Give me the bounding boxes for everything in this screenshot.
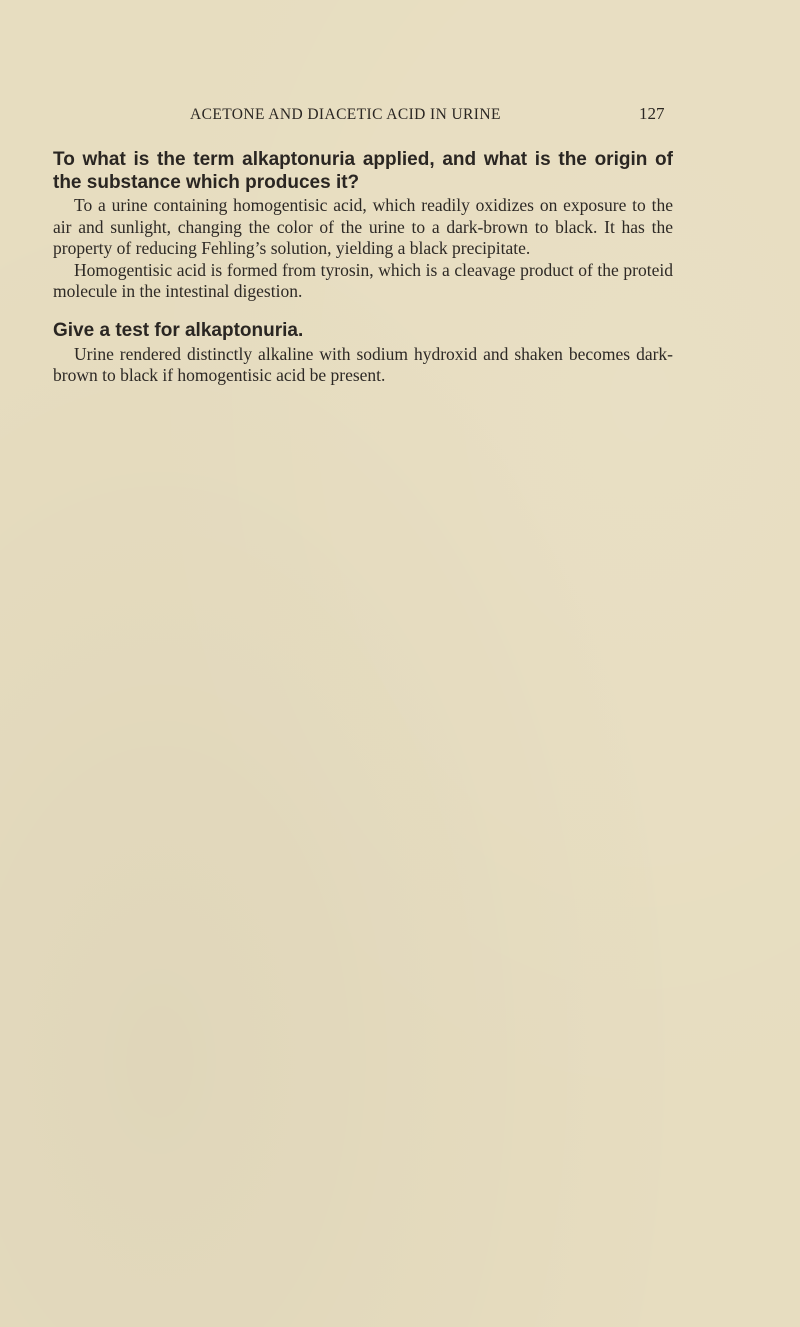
question-heading: To what is the term alkaptonuria applied, and what is the origin of the substance which produces it? — [53, 149, 673, 193]
answer-paragraph: Homogentisic acid is formed from tyrosin, which is a cleavage product of the proteid molecule in the intestinal digestion. — [53, 259, 673, 301]
page-number: 127 — [639, 104, 665, 123]
answer-paragraph: To a urine containing homogentisic acid, which readily oxidizes on exposure to the air and sunlight, changing the color of the urine to a dark-brown to black. It has the property of reducing Fehling’s solution, yielding a black precipitate. — [53, 195, 673, 258]
running-head: ACETONE AND DIACETIC ACID IN URINE — [190, 106, 501, 123]
answer-paragraph: Urine rendered distinctly alkaline with sodium hydroxid and shaken becomes dark-brown to black if homogentisic acid be present. — [53, 343, 673, 385]
question-heading: Give a test for alkaptonuria. — [53, 319, 304, 341]
page-body — [53, 148, 673, 387]
